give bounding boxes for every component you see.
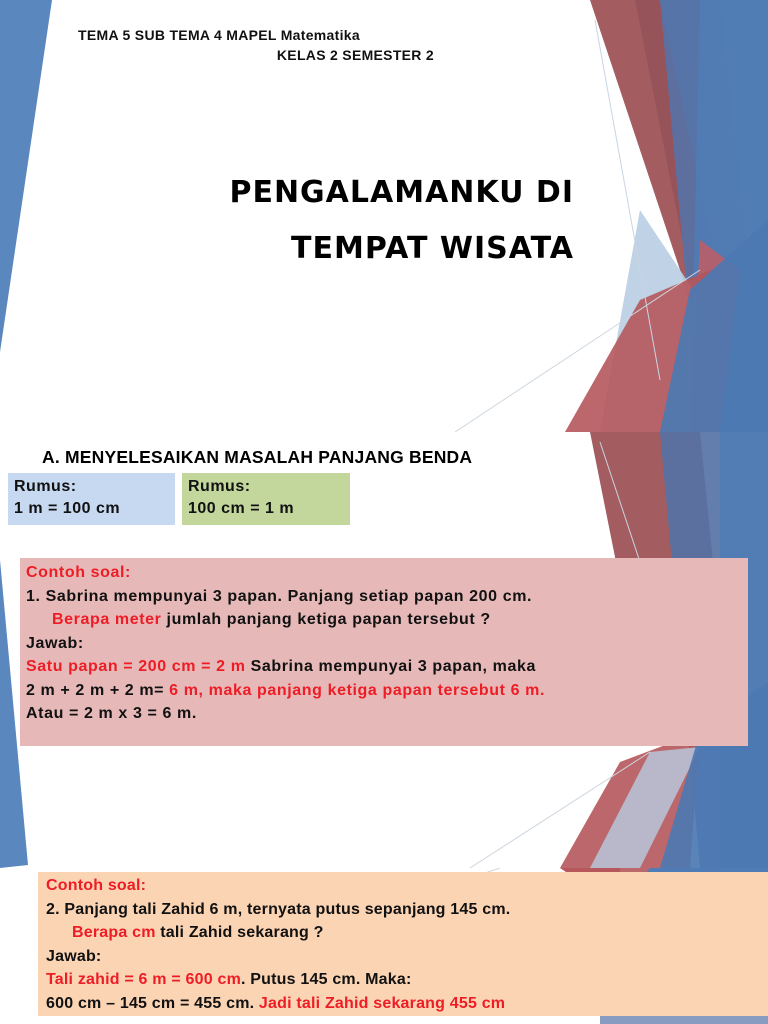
formula-label: Rumus: (14, 478, 77, 495)
question-text: Sabrina mempunyai 3 papan. Panjang setiap papan 200 cm. (45, 587, 533, 605)
formula-box-cm-to-m (182, 473, 350, 525)
question-prompt-line (26, 608, 748, 632)
formula-label: Rumus: (188, 478, 251, 495)
question-prompt-line (46, 921, 768, 945)
formula-value: 100 cm = 1 m (188, 500, 295, 517)
subtitle-line-2: KELAS 2 SEMESTER 2 (276, 47, 434, 63)
page-title (196, 165, 574, 277)
example-heading: Contoh soal: (46, 877, 147, 894)
answer-line-1-black: Sabrina mempunyai 3 papan, maka (245, 658, 536, 675)
question-line (26, 585, 748, 609)
subtitle-line-1: TEMA 5 SUB TEMA 4 MAPEL Matematika (78, 27, 360, 43)
formula-value: 1 m = 100 cm (14, 500, 121, 517)
question-number: 2. (46, 900, 60, 918)
lesson-slide-continued (0, 868, 768, 1024)
example-box-2 (38, 872, 768, 1016)
formula-box-m-to-cm (8, 473, 175, 525)
question-text: Panjang tali Zahid 6 m, ternyata putus sepanjang 145 cm. (64, 900, 511, 918)
answer-line-2 (26, 679, 748, 703)
answer-line-1-red: Satu papan = 200 cm = 2 m (26, 658, 246, 675)
example-box-1 (20, 558, 748, 746)
answer-label: Jawab: (46, 947, 102, 965)
answer-line-2-black: 2 m + 2 m + 2 m= (26, 681, 170, 699)
question-rest: tali Zahid sekarang ? (155, 924, 324, 941)
question-highlight: Berapa cm (72, 924, 156, 941)
answer-line-1-red: Tali zahid = 6 m = 600 cm (46, 971, 242, 988)
answer-line-2-black: 600 cm – 145 cm = 455 cm. (46, 994, 259, 1012)
answer-line-1 (46, 968, 768, 992)
answer-label: Jawab: (26, 634, 84, 652)
title-line-1: PENGALAMANKU DI (229, 175, 574, 210)
question-number: 1. (26, 587, 41, 605)
title-line-2: TEMPAT WISATA (291, 231, 574, 266)
answer-line-1-black: . Putus 145 cm. Maka: (241, 971, 412, 988)
answer-line-3: Atau = 2 m x 3 = 6 m. (26, 705, 197, 722)
answer-line-2-red: 6 m, maka panjang ketiga papan tersebut 6 m. (169, 681, 546, 699)
subtitle (78, 25, 434, 65)
lesson-slide (0, 432, 768, 868)
answer-line-2-red: Jadi tali Zahid sekarang 455 cm (258, 994, 506, 1012)
section-heading: A. MENYELESAIKAN MASALAH PANJANG BENDA (42, 447, 473, 467)
question-rest: jumlah panjang ketiga papan tersebut ? (161, 611, 491, 628)
question-line (46, 898, 768, 922)
answer-line-1 (26, 655, 748, 679)
title-slide (0, 0, 768, 432)
example-heading: Contoh soal: (26, 564, 131, 581)
answer-line-2 (46, 992, 768, 1016)
question-highlight: Berapa meter (52, 611, 162, 628)
